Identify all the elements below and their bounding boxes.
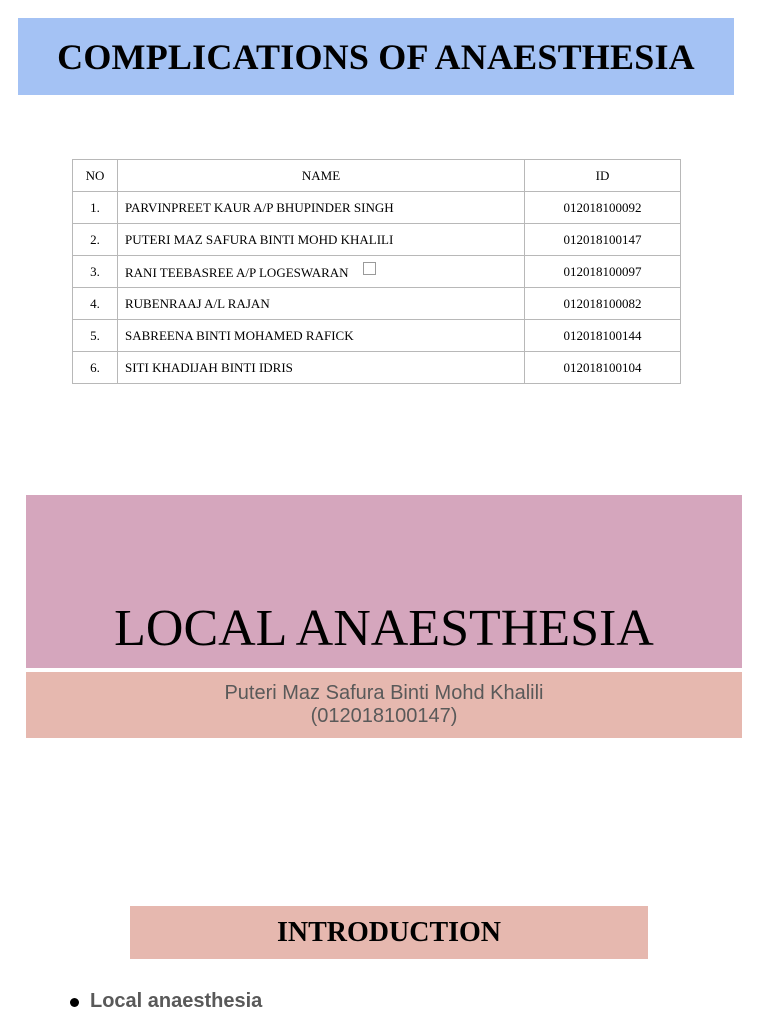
column-header-name: NAME (118, 160, 525, 192)
table-row (73, 288, 681, 320)
member-name: RUBENRAAJ A/L RAJAN (118, 288, 525, 320)
row-number: 3. (73, 256, 118, 288)
section-slide (26, 495, 742, 738)
member-id: 012018100082 (525, 288, 681, 320)
member-name: PARVINPREET KAUR A/P BHUPINDER SINGH (118, 192, 525, 224)
row-number: 2. (73, 224, 118, 256)
member-id: 012018100147 (525, 224, 681, 256)
column-header-id: ID (525, 160, 681, 192)
section-title-panel (26, 495, 742, 668)
section-subtitle-panel (26, 672, 742, 738)
list-item (70, 990, 262, 1013)
section-title: LOCAL ANAESTHESIA (114, 600, 654, 657)
introduction-banner (130, 906, 648, 959)
table-row (73, 224, 681, 256)
row-number: 4. (73, 288, 118, 320)
table-row (73, 192, 681, 224)
member-name: RANI TEEBASREE A/P LOGESWARAN (125, 265, 349, 280)
author-id: (012018100147) (310, 705, 458, 727)
row-number: 1. (73, 192, 118, 224)
bullet-icon (70, 998, 79, 1007)
title-banner (18, 18, 734, 95)
member-name: SITI KHADIJAH BINTI IDRIS (118, 352, 525, 384)
members-table (72, 159, 681, 384)
member-name: PUTERI MAZ SAFURA BINTI MOHD KHALILI (118, 224, 525, 256)
column-header-no: NO (73, 160, 118, 192)
member-id: 012018100097 (525, 256, 681, 288)
checkbox[interactable] (363, 262, 376, 275)
row-number: 6. (73, 352, 118, 384)
author-name: Puteri Maz Safura Binti Mohd Khalili (224, 682, 544, 704)
table-row (73, 320, 681, 352)
member-name-cell (118, 256, 525, 288)
table-header-row (73, 160, 681, 192)
introduction-heading: INTRODUCTION (276, 916, 502, 948)
member-id: 012018100092 (525, 192, 681, 224)
table-row (73, 256, 681, 288)
row-number: 5. (73, 320, 118, 352)
member-name: SABREENA BINTI MOHAMED RAFICK (118, 320, 525, 352)
bullet-text: Local anaesthesia (90, 990, 263, 1012)
member-id: 012018100104 (525, 352, 681, 384)
member-id: 012018100144 (525, 320, 681, 352)
document-title: COMPLICATIONS OF ANAESTHESIA (57, 36, 695, 77)
table-row (73, 352, 681, 384)
